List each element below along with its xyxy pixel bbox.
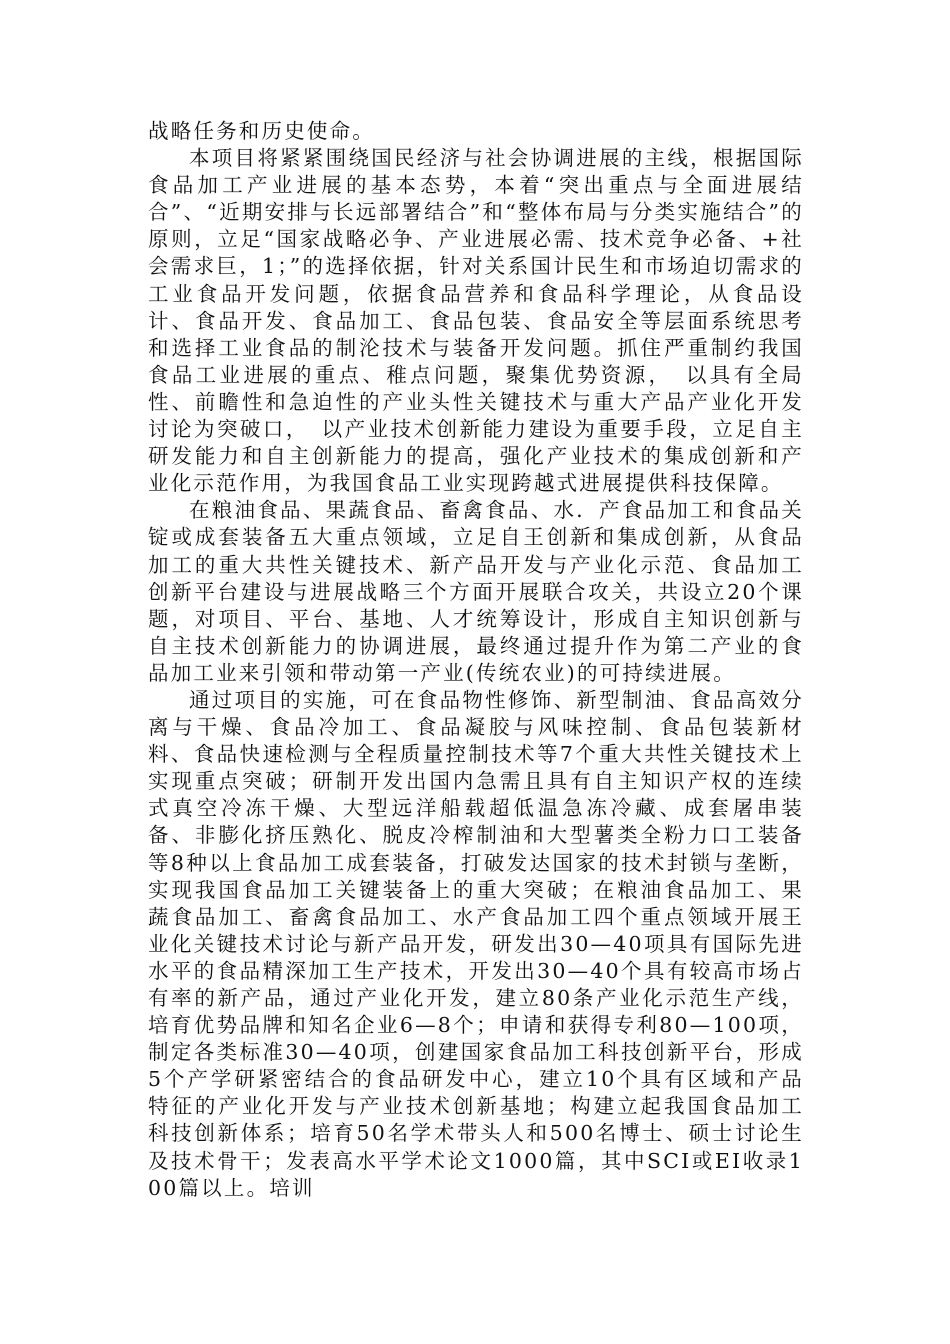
paragraph-expected-outcomes: 通过项目的实施，可在食品物性修饰、新型制油、食品高效分离与干燥、食品冷加工、食品凝胶与风味控制、食品包装新材料、食品快速检测与全程质量控制技术等7个重大共性关键技术上实现重点突破；研制开发出国内急需且具有自主知识产权的连续式真空冷冻干燥、大型远洋船载超低温急冻冷藏、成套屠串装备、非膨化挤压熟化、脱皮冷榨制油和大型薯类全粉力口工装备等8种以上食品加工成套装备，打破发达国家的技术封锁与垄断，实现我国食品加工关键装备上的重大突破；在粮油食品加工、果蔬食品加工、畜禽食品加工、水产食品加工四个重点领域开展王业化关键技术讨论与新产品开发，研发出30—40项具有国际先进水平的食品精深加工生产技术，开发出30—40个具有较高市场占有率的新产品，通过产业化开发，建立80条产业化示范生产线，培育优势品牌和知名企业6—8个；申请和获得专利80—100项，制定各类标准30—40项，创建国家食品加工科技创新平台，形成5个产学研紧密结合的食品研发中心，建立10个具有区域和产品特征的产业化开发与产业技术创新基地；构建立起我国食品加工科技创新体系；培育50名学术带头人和500名博士、硕士讨论生及技术骨干；发表高水平学术论文1000篇，其中SCI或EI收录100篇以上。培训	[148, 687, 804, 1200]
paragraph-key-areas: 在粮油食品、果蔬食品、畜禽食品、水．产食品加工和食品关锭或成套装备五大重点领域，立足自王创新和集成创新，从食品加工的重大共性关键技术、新产品开发与产业化示范、食品加工创新平台建设与进展战略三个方面开展联合攻关，共设立20个课题，对项目、平台、基地、人才统筹设计，形成自主知识创新与自主技术创新能力的协调进展，最终通过提升作为第二产业的食品加工业来引领和带动第一产业(传统农业)的可持续进展。	[148, 498, 804, 685]
paragraph-continuation: 战略任务和历史使命。	[148, 119, 375, 143]
paragraph-project-overview: 本项目将紧紧围绕国民经济与社会协调进展的主线，根据国际食品加工产业进展的基本态势，本着“突出重点与全面进展结合”、“近期安排与长远部署结合”和“整体布局与分类实施结合”的原则，立足“国家战略必争、产业进展必需、技术竞争必备、+社会需求巨，1；”的选择依据，针对关系国计民生和市场迫切需求的工业食品开发问题，依据食品营养和食品科学理论，从食品设计、食品开发、食品加工、食品包装、食品安全等层面系统思考和选择工业食品的制沦技术与装备开发问题。抓住严重制约我国食品工业进展的重点、稚点问题，聚集优势资源， 以具有全局性、前瞻性和急迫性的产业头性关键技术与重大产品产业化开发讨论为突破口， 以产业技术创新能力建设为重要手段，立足自主研发能力和自主创新能力的提高，强化产业技术的集成创新和产业化示范作用，为我国食品工业实现跨越式进展提供科技保障。	[148, 146, 804, 496]
body-text	[148, 118, 804, 1202]
